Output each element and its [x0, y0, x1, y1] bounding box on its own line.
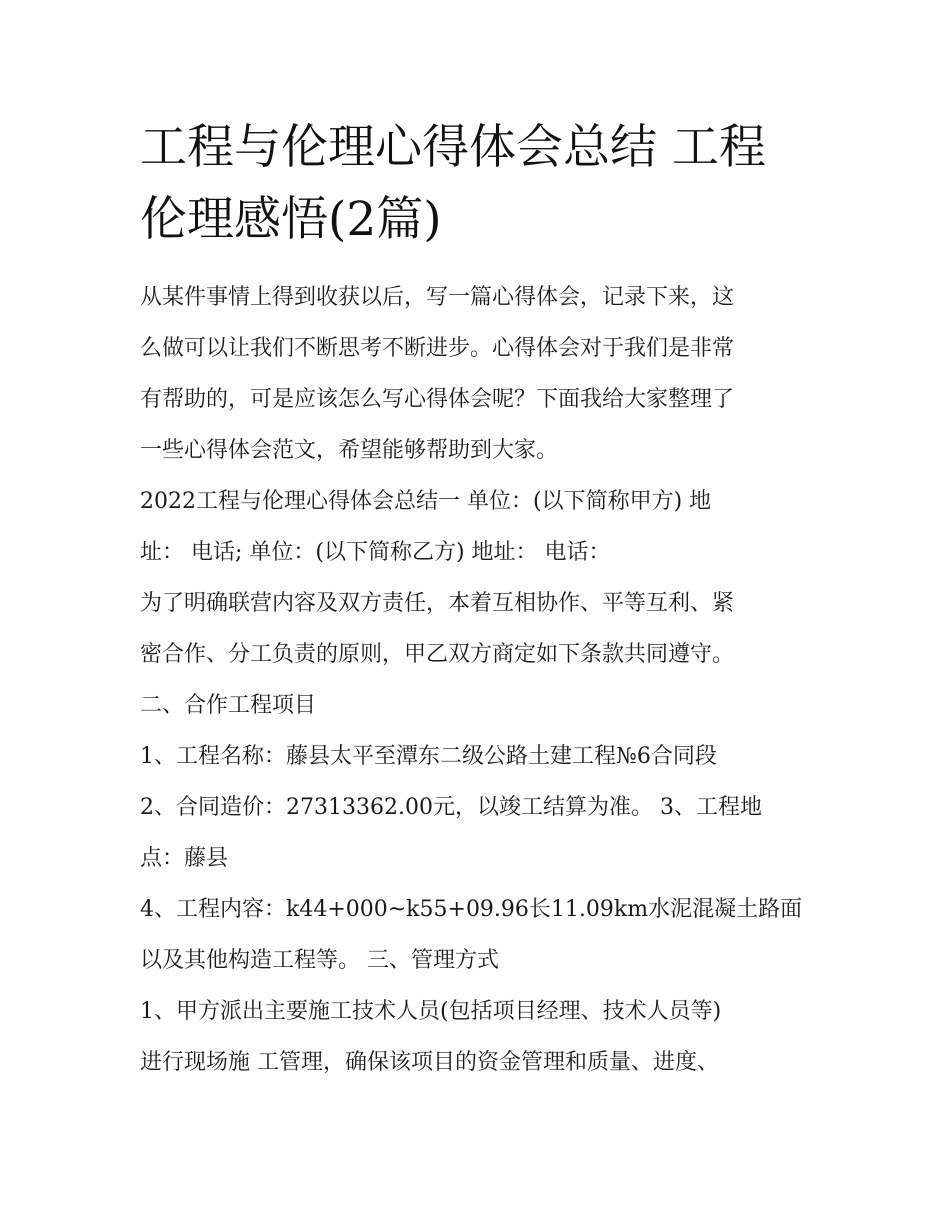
text-line: 4、工程内容：k44+000~k55+09.96长11.09km水泥混凝土路面 [140, 897, 803, 922]
parties-paragraph [140, 476, 812, 578]
text-line: 2、合同造价：27313362.00元，以竣工结算为准。 3、工程地 [140, 795, 762, 820]
purpose-paragraph [140, 578, 812, 680]
text-line: 1、甲方派出主要施工技术人员(包括项目经理、技术人员等) [140, 999, 722, 1024]
text-line: 为了明确联营内容及双方责任，本着互相协作、平等互利、紧 [140, 591, 735, 616]
text-line: 进行现场施 工管理，确保该项目的资金管理和质量、进度、 [140, 1050, 719, 1075]
text-line: 点：藤县 [140, 846, 229, 871]
contract-price-paragraph [140, 782, 812, 884]
text-line: 以及其他构造工程等。 三、管理方式 [140, 948, 499, 973]
title-line: 伦理感悟(2篇) [140, 192, 442, 247]
text-line: 一些心得体会范文，希望能够帮助到大家。 [140, 438, 559, 463]
project-content-paragraph [140, 884, 812, 986]
management-paragraph [140, 986, 812, 1088]
text-line: 密合作、分工负责的原则，甲乙双方商定如下条款共同遵守。 [140, 642, 735, 667]
document-body [140, 272, 812, 1088]
text-line: 有帮助的，可是应该怎么写心得体会呢？下面我给大家整理了 [140, 387, 735, 412]
text-line: 址： 电话; 单位：(以下简称乙方) 地址： 电话： [140, 540, 611, 565]
project-name-paragraph [140, 731, 812, 782]
text-line: 2022工程与伦理心得体会总结一 单位：(以下简称甲方) 地 [140, 489, 712, 514]
intro-paragraph [140, 272, 812, 476]
text-line: 从某件事情上得到收获以后，写一篇心得体会，记录下来，这 [140, 285, 735, 310]
text-line: 二、合作工程项目 [140, 693, 317, 718]
document-title [140, 112, 812, 256]
document-content [140, 112, 812, 1088]
text-line: 么做可以让我们不断思考不断进步。心得体会对于我们是非常 [140, 336, 735, 361]
title-line: 工程与伦理心得体会总结 工程 [140, 120, 766, 175]
section-heading [140, 680, 812, 731]
text-line: 1、工程名称：藤县太平至潭东二级公路土建工程№6合同段 [140, 744, 717, 769]
